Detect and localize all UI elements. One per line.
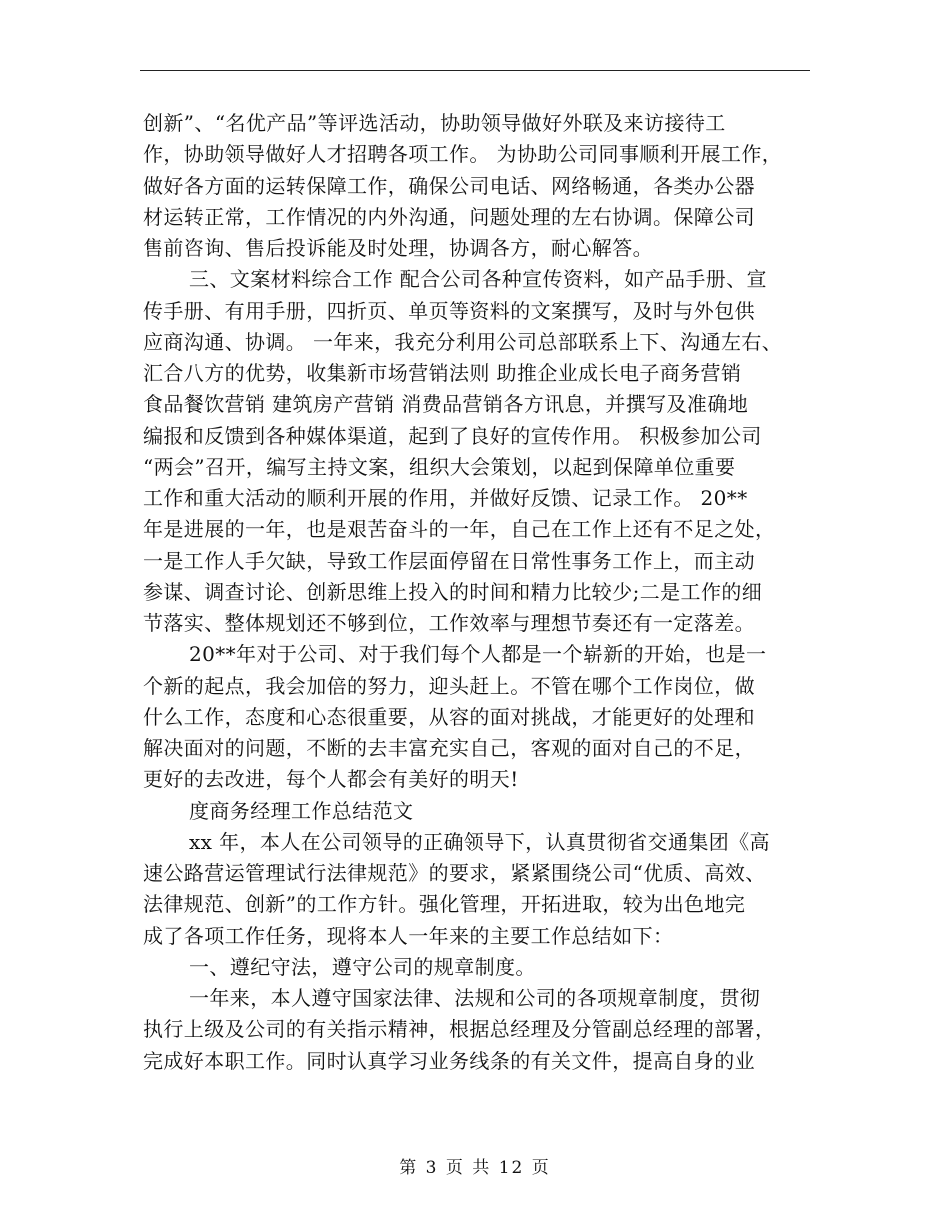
document-body — [143, 108, 843, 1077]
text-line: 成了各项工作任务，现将本人一年来的主要工作总结如下： — [143, 923, 674, 948]
text-line: 更好的去改进，每个人都会有美好的明天! — [143, 767, 519, 792]
text-line: 一、遵纪守法，遵守公司的规章制度。 — [189, 954, 536, 979]
text-line: “两会”召开，编写主持文案，组织大会策划，以起到保障单位重要 — [143, 454, 736, 479]
text-line: 节落实、整体规划还不够到位，工作效率与理想节奏还有一定落差。 — [143, 611, 755, 635]
text-line: 编报和反馈到各种媒体渠道，起到了良好的宣传作用。 积极参加公司 — [143, 423, 762, 448]
text-line: 汇合八方的优势，收集新市场营销法则 助推企业成长电子商务营销 — [143, 361, 742, 385]
text-line: 解决面对的问题，不断的去丰富充实自己，客观的面对自己的不足， — [143, 736, 755, 760]
text-line: 食品餐饮营销 建筑房产营销 消费品营销各方讯息，并撰写及准确地 — [143, 392, 749, 417]
text-line: 创新”、“名优产品”等评选活动，协助领导做好外联及来访接待工 — [143, 111, 726, 135]
text-line: 作，协助领导做好人才招聘各项工作。 为协助公司同事顺利开展工作， — [143, 142, 783, 167]
text-line: 参谋、调查讨论、创新思维上投入的时间和精力比较少;二是工作的细 — [143, 579, 763, 604]
text-line: 年是进展的一年，也是艰苦奋斗的一年，自己在工作上还有不足之处， — [143, 517, 776, 542]
text-line: 工作和重大活动的顺利开展的作用，并做好反馈、记录工作。 20** — [143, 486, 748, 510]
text-line: 20**年对于公司、对于我们每个人都是一个崭新的开始，也是一 — [189, 642, 767, 667]
text-line: 一是工作人手欠缺，导致工作层面停留在日常性事务工作上，而主动 — [143, 548, 755, 573]
header-rule — [140, 70, 810, 71]
text-line: 个新的起点，我会加倍的努力，迎头赶上。不管在哪个工作岗位，做 — [143, 673, 755, 698]
text-line: 一年来，本人遵守国家法律、法规和公司的各项规章制度，贯彻 — [189, 986, 761, 1010]
text-line: 材运转正常，工作情况的内外沟通，问题处理的左右协调。保障公司 — [143, 204, 755, 229]
text-line: 做好各方面的运转保障工作，确保公司电话、网络畅通，各类办公器 — [143, 173, 755, 198]
page-footer: 第 3 页 共 12 页 — [399, 1158, 551, 1178]
text-line: 执行上级及公司的有关指示精神，根据总经理及分管副总经理的部署， — [143, 1017, 776, 1042]
text-line: 什么工作，态度和心态很重要，从容的面对挑战，才能更好的处理和 — [143, 704, 755, 729]
text-line: 售前咨询、售后投诉能及时处理，协调各方，耐心解答。 — [143, 236, 653, 260]
text-line: 度商务经理工作总结范文 — [189, 798, 414, 823]
text-line: 法律规范、创新”的工作方针。强化管理，开拓进取，较为出色地完 — [143, 892, 746, 917]
text-line: 应商沟通、协调。 一年来，我充分利用公司总部联系上下、沟通左右、 — [143, 329, 783, 354]
text-line: 传手册、有用手册，四折页、单页等资料的文案撰写，及时与外包供 — [143, 298, 755, 323]
text-line: 三、文案材料综合工作 配合公司各种宣传资料，如产品手册、宣 — [189, 267, 767, 292]
text-line: 速公路营运管理试行法律规范》的要求，紧紧围绕公司“优质、高效、 — [143, 861, 766, 885]
text-line: xx 年，本人在公司领导的正确领导下，认真贯彻省交通集团《高 — [189, 829, 770, 854]
text-line: 完成好本职工作。同时认真学习业务线条的有关文件，提高自身的业 — [143, 1048, 755, 1073]
